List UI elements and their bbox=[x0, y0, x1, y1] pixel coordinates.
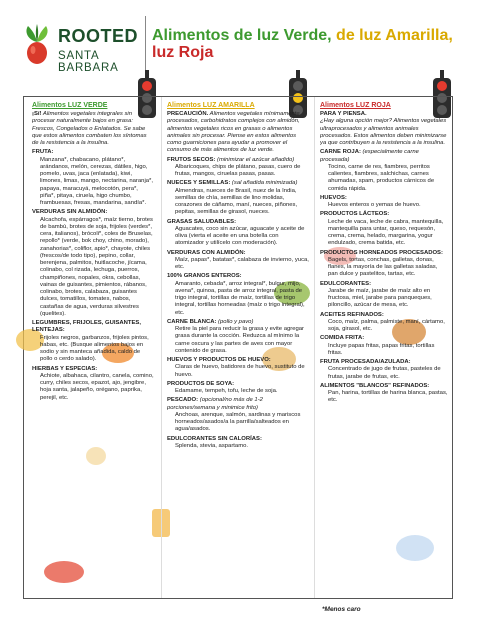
title-green: Alimentos de luz Verde, bbox=[152, 27, 332, 44]
header bbox=[0, 0, 480, 80]
column-divider-2 bbox=[314, 97, 315, 598]
title-red: luz Roja bbox=[152, 44, 214, 61]
green-vegetables-list: Alcachofa, espárragos*, maíz tierno, brotes de bambú, brotes de soja, frijoles (verdes*, cera, italianos), brócoli*, coles de Bruselas, repollo* (verde, bok choy, chino, morado), zanahorias*, coliflor, apio*, chayote, chiles (frescos/de todo tipo), pepino, collar, berenjena, palmitos, huitlacoche, jícama, colinabo, col rizada, lechuga, puerros, champiñones, nopales, okra, cebollas, vainas de guisantes, pimientos, rábanos, colinabo, brotes, calabaza, guisantes dulces, tomatillos, tomates, nabos, castañas de agua, verduras silvestres (quelites). bbox=[40, 216, 153, 317]
yellow-nuts-list: Almendras, nueces de Brasil, nuez de la India, semillas de chía, semillas de lino molidas, corazones de cáñamo, maní, nueces, piñones, pepitas, semillas de girasol, nueces. bbox=[175, 187, 298, 216]
logo bbox=[22, 22, 140, 74]
header-divider bbox=[145, 16, 146, 74]
vegetable-logo-icon bbox=[22, 22, 52, 68]
red-refined-heading: ALIMENTOS "BLANCOS" REFINADOS: bbox=[320, 382, 430, 389]
yellow-fats-list: Aguacates, coco sin azúcar, aguacate y aceite de oliva (vierta el aceite en una botella con atomizador y utilícelo con moderación). bbox=[175, 225, 305, 247]
green-column bbox=[32, 101, 154, 593]
red-processed-fruit-list: Concentrado de jugo de frutas, pasteles de frutas, jarabe de frutas, etc. bbox=[328, 366, 441, 380]
yellow-soy-list: Edamame, tempeh, tofu, leche de soja. bbox=[175, 388, 278, 394]
yellow-soy-heading: PRODUCTOS DE SOYA: bbox=[167, 380, 235, 387]
yellow-white-meat-heading: CARNE BLANCA: (pollo y pavo) bbox=[167, 318, 254, 325]
yellow-column bbox=[167, 101, 309, 593]
yellow-fats-heading: GRASAS SALUDABLES: bbox=[167, 218, 237, 225]
green-fruit-heading: FRUTA: bbox=[32, 149, 54, 156]
red-eggs-heading: HUEVOS: bbox=[320, 194, 347, 201]
yellow-eggs-list: Claras de huevo, batidores de huevo, sustituto de huevo. bbox=[175, 364, 305, 378]
red-dairy-list: Leche de vaca, leche de cabra, mantequilla, mantequilla para untar, queso, requesón, crema, crema, helado, margarina, yogur endulzado, crema batida, etc. bbox=[328, 218, 444, 247]
yellow-sweeteners-heading: EDULCORANTES SIN CALORÍAS: bbox=[167, 435, 262, 442]
yellow-fish-list: Anchoas, arenque, salmón, sardinas y mariscos horneados/asados/a la parrilla/salteados en agua/asados. bbox=[175, 411, 301, 433]
green-herbs-heading: HIERBAS Y ESPECIAS: bbox=[32, 365, 98, 372]
title-yellow: de luz Amarilla, bbox=[331, 27, 453, 44]
red-column bbox=[320, 101, 448, 593]
red-baked-list: Bagels, tortas, conchas, galletas, donas, flanes, la mayoría de las galletas saladas, pan dulce y pastelitos, tartas, etc. bbox=[328, 256, 438, 278]
yellow-dried-fruit-heading: FRUTOS SECOS: (minimizar el azúcar añadido) bbox=[167, 156, 295, 163]
red-baked-heading: PRODUCTOS HORNEADOS PROCESADOS: bbox=[320, 249, 443, 256]
green-herbs-list: Achiote, albahaca, cilantro, canela, comino, curry, chiles secos, epazot, ajo, jengibre, hoja santa, jalapeño, orégano, paprika, perejil, etc. bbox=[40, 372, 154, 401]
red-oils-list: Coco, maíz, palma, palmiste, maní, cártamo, soja, girasol, etc. bbox=[328, 318, 445, 332]
red-intro-heading: PARA Y PIENSA. bbox=[320, 111, 367, 117]
yellow-column-heading: Alimentos LUZ AMARILLA bbox=[167, 102, 255, 109]
red-column-heading: Alimentos LUZ ROJA bbox=[320, 102, 391, 109]
green-column-heading: Alimentos LUZ VERDE bbox=[32, 102, 108, 109]
green-legumes-list: Frijoles negros, garbanzos, frijoles pintos, habas, etc. (Busque alimentos bajos en sodio y sin manteca añadida, caldo de pollo o cerdo salado). bbox=[40, 334, 149, 363]
yellow-white-meat-list: Retire la piel para reducir la grasa y evite agregar grasa durante la cocción. Reduzca al mínimo la carne oscura y las partes de aves con mayor contenido de grasa. bbox=[175, 326, 305, 354]
red-fried-list: Incluye papas fritas, papas fritas, tortillas fritas. bbox=[328, 342, 435, 356]
red-meat-list: Tocino, carne de res, fiambres, perritos calientes, fiambres, salchichas, carnes ahumadas, spam, productos cárnicos de comida rápida. bbox=[328, 163, 435, 192]
brand-name: ROOTED bbox=[58, 26, 139, 46]
red-sweeteners-heading: EDULCORANTES: bbox=[320, 280, 372, 287]
footnote: *Menos caro bbox=[322, 606, 361, 613]
red-eggs-list: Huevos enteros o yemas de huevo. bbox=[328, 202, 421, 208]
yellow-eggs-heading: HUEVOS Y PRODUCTOS DE HUEVO: bbox=[167, 357, 271, 363]
green-vegetables-heading: VERDURAS SIN ALMIDÓN: bbox=[32, 209, 108, 216]
green-intro: ¡Sí! Alimentos vegetales integrales sin procesar naturalmente bajos en grasa: Frescos, Congelados o Enlatados. Se sabe que estos alimentos combaten los síntomas de la resistencia a la insulina. bbox=[32, 111, 147, 146]
red-meat-heading: CARNE ROJA: (especialmente carne procesada) bbox=[320, 149, 419, 163]
red-processed-fruit-heading: FRUTA PROCESADA/AZULADA: bbox=[320, 359, 411, 365]
yellow-intro: PRECAUCIÓN. Alimentos vegetales mínimamente procesados, carbohidratos complejos con almidón, alimentos vegetales ricos en grasas o alimentos animales sin procesar. Piense en estos alimentos como guarniciones para ayudar a promover el consumo de más alimentos de luz verde. bbox=[167, 111, 300, 154]
red-sweeteners-list: Jarabe de maíz, jarabe de maíz alto en fructosa, miel, jarabe para panqueques, piloncillo, azúcar de mesa, etc. bbox=[328, 287, 432, 309]
red-oils-heading: ACEITES REFINADOS: bbox=[320, 311, 384, 318]
yellow-starchy-heading: VERDURAS CON ALMIDÓN: bbox=[167, 249, 246, 256]
green-legumes-heading: LEGUMBRES, FRIJOLES, GUISANTES, LENTEJAS: bbox=[32, 320, 141, 334]
brand-subtitle: SANTA BARBARA bbox=[58, 50, 119, 74]
yellow-sweeteners-list: Splenda, stevia, aspartamo. bbox=[175, 442, 249, 449]
yellow-grains-list: Amaranto, cebada*, arroz integral*, bulgur, mijo, avena*, quinoa, pasta de arroz integral, pasta de trigo integral, tortillas de maíz, tortillas de trigo integral, tortillas horneadas (maíz o trigo integral), etc. bbox=[175, 280, 305, 316]
yellow-dried-fruit-list: Albaricoques, chips de plátano, pasas, cuero de frutas, mangos, ciruelas pasas, pasas. bbox=[175, 163, 301, 177]
yellow-grains-heading: 100% GRANOS ENTEROS: bbox=[167, 273, 242, 280]
page-title bbox=[152, 27, 472, 61]
food-list-frame bbox=[23, 96, 453, 599]
red-fried-heading: COMIDA FRITA: bbox=[320, 335, 365, 342]
column-divider-1 bbox=[161, 97, 162, 598]
red-refined-list: Pan, harina, tortillas de harina blanca, pastas, etc. bbox=[328, 390, 448, 404]
green-fruit-list: Manzana*, chabacano, plátano*, arándanos, melón, cerezas, dátiles, higo, pomelo, uvas, jaca (enlatada), kiwi, limones, limas, mango, nectarina, naranja*, papaya, maracuyá, melocotón, pera*, piña*, pitaya, ciruela, higo chumbo, frambuesas, fresas, mandarina, sandía*. bbox=[40, 156, 153, 206]
yellow-nuts-heading: NUECES Y SEMILLAS: (sal añadida minimizada) bbox=[167, 180, 298, 187]
red-intro: ¿Hay alguna opción mejor? Alimentos vegetales ultraprocesados y alimentos animales procesados. Estos alimentos deben minimizarse ya que contribuyen a la resistencia a la insulina. bbox=[320, 118, 447, 146]
yellow-fish-heading: PESCADO: (opcional/no más de 1-2 porciones/semana y minimice frito) bbox=[167, 397, 263, 411]
yellow-starchy-list: Maíz, papas*, batatas*, calabaza de invierno, yuca, etc. bbox=[175, 256, 309, 270]
red-dairy-heading: PRODUCTOS LÁCTEOS: bbox=[320, 211, 390, 218]
